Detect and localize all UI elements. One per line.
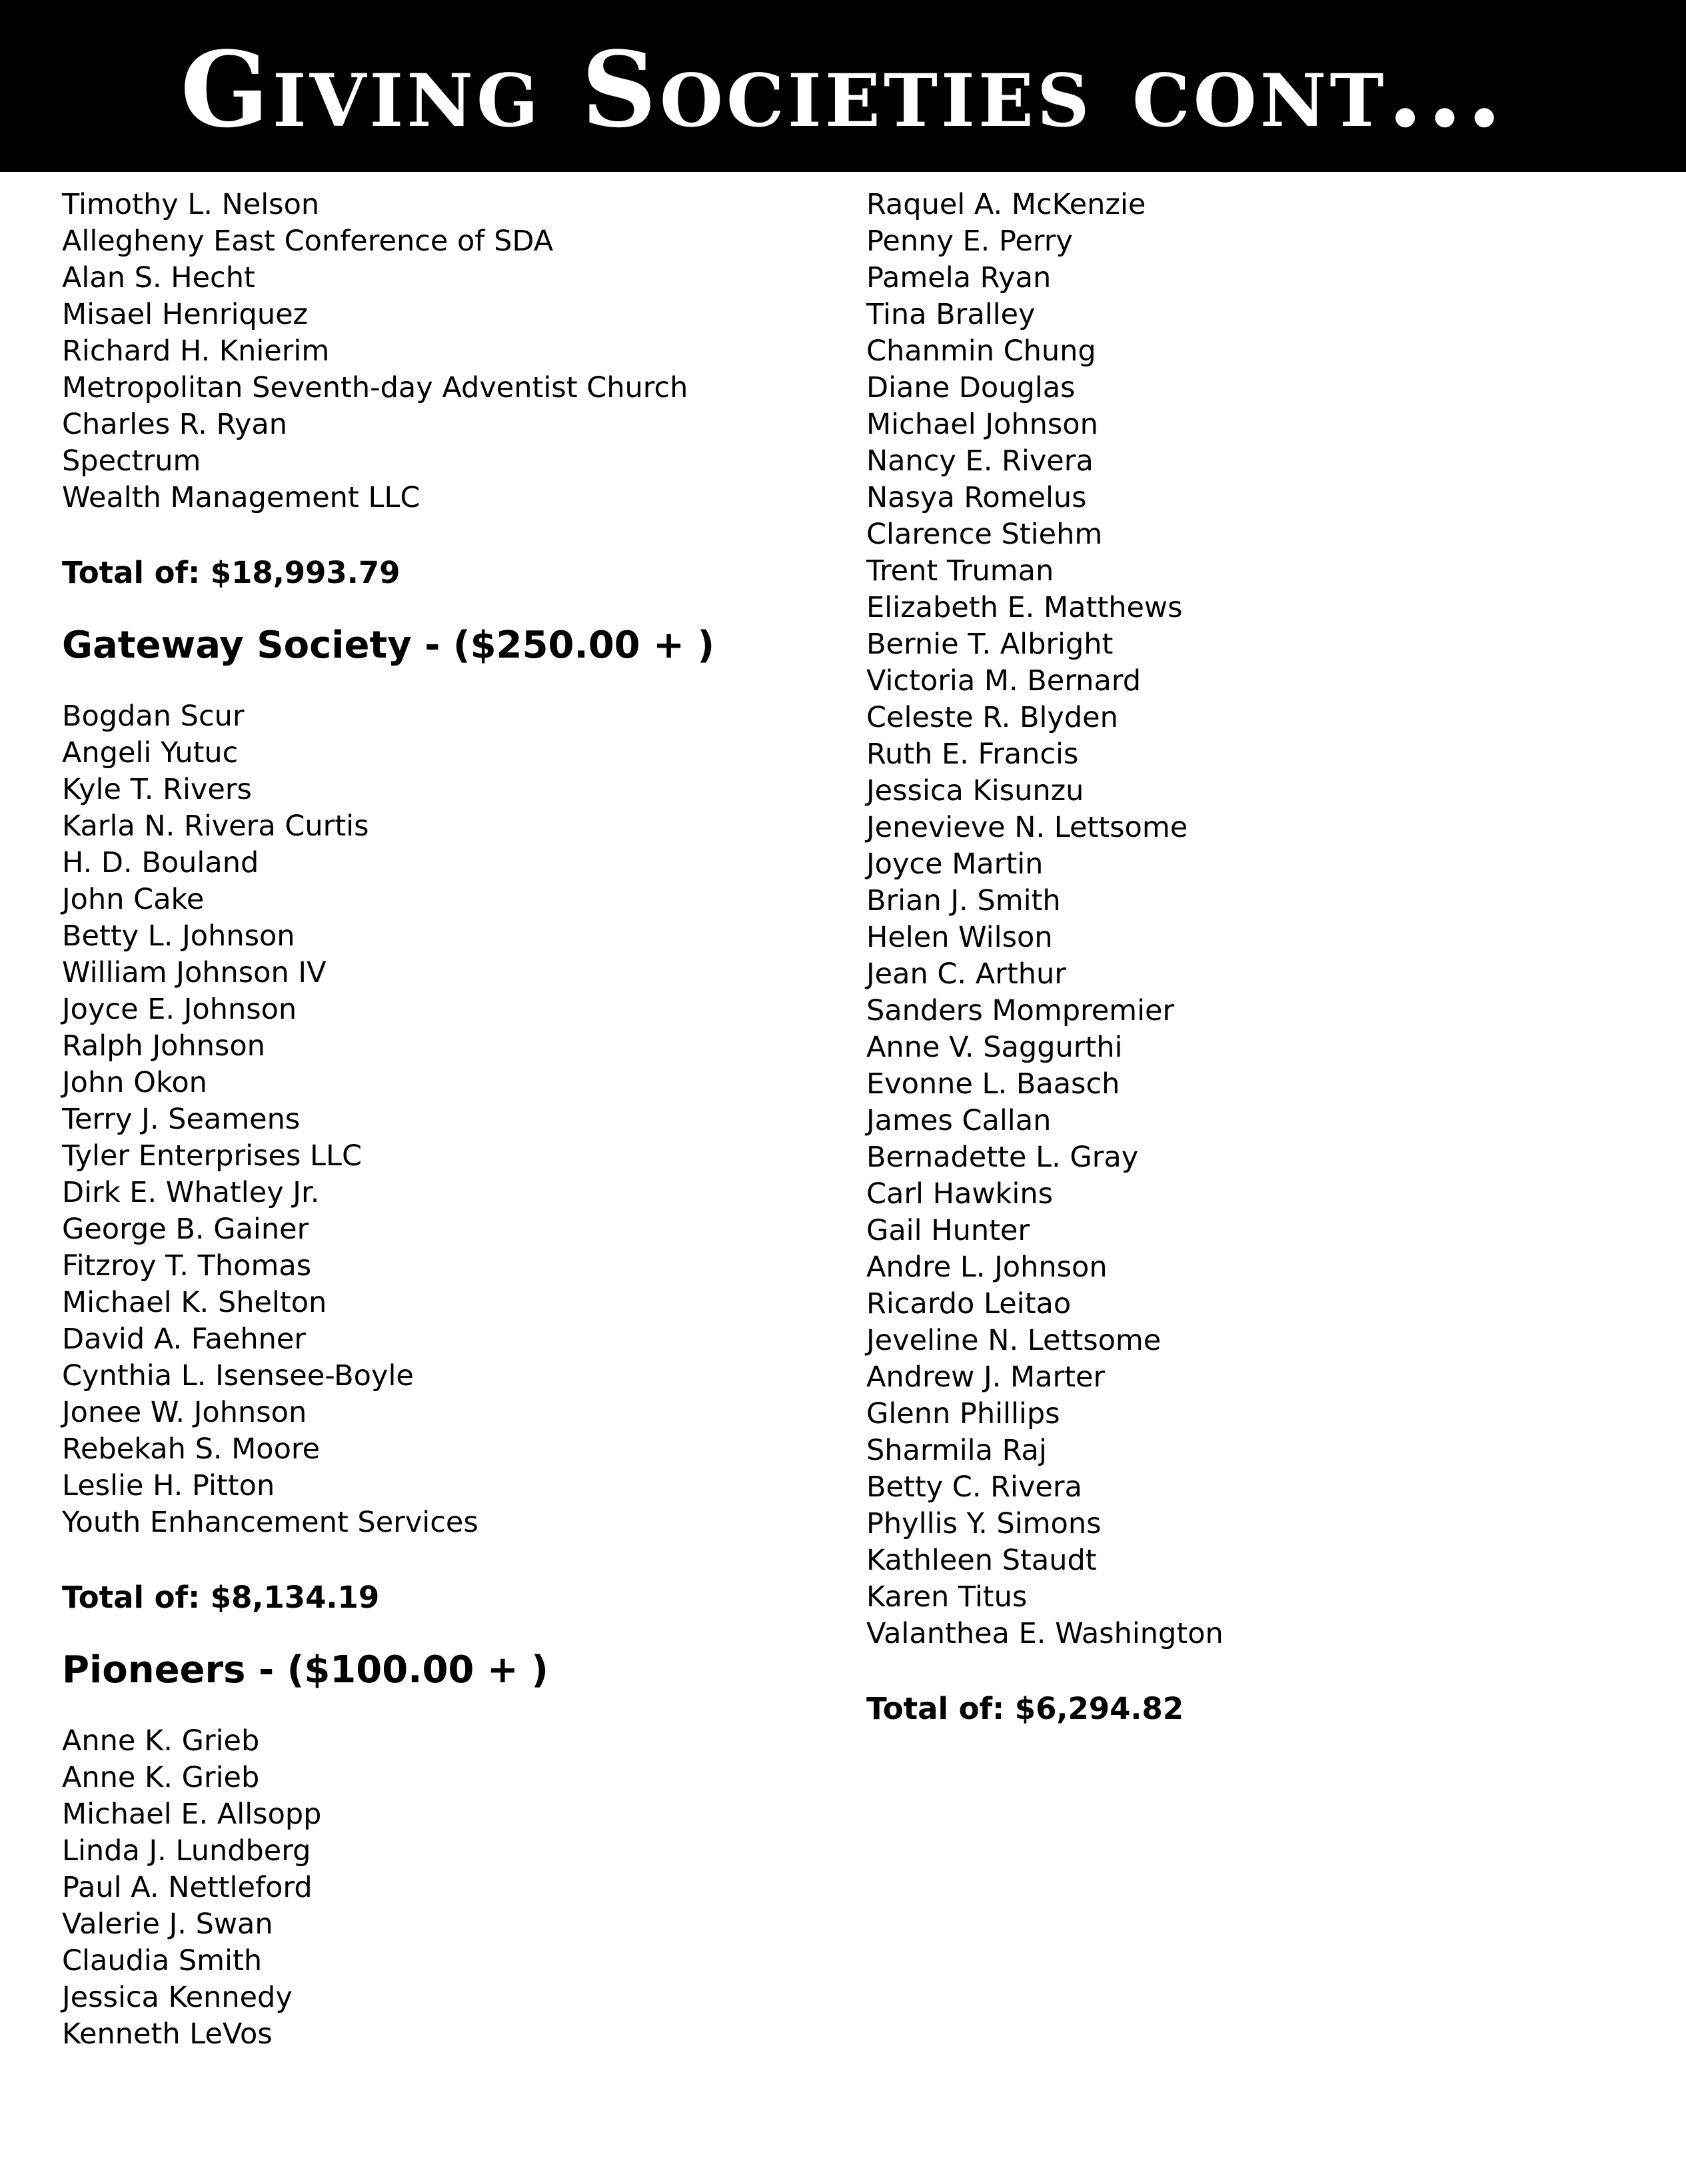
- donor-name: Helen Wilson: [866, 921, 1053, 954]
- donor-name: Evonne L. Baasch: [866, 1067, 1120, 1101]
- donor-name: Youth Enhancement Services: [62, 1506, 478, 1539]
- donor-name: Leslie H. Pitton: [62, 1469, 275, 1502]
- donor-name: Nancy E. Rivera: [866, 444, 1094, 478]
- donor-name: Glenn Phillips: [866, 1397, 1060, 1430]
- gateway-donor-list: [62, 698, 828, 1541]
- donor-name: Sharmila Raj: [866, 1434, 1047, 1467]
- donor-name: Timothy L. Nelson: [62, 188, 320, 221]
- donor-name: Ralph Johnson: [62, 1029, 265, 1063]
- donor-name: Jessica Kisunzu: [866, 774, 1084, 808]
- donor-name: Alan S. Hecht: [62, 261, 255, 294]
- donor-name: Diane Douglas: [866, 371, 1076, 404]
- pioneers-heading: Pioneers - ($100.00 + ): [62, 1648, 548, 1692]
- donor-name: Victoria M. Bernard: [866, 664, 1142, 698]
- donor-name: Jessica Kennedy: [62, 1981, 293, 2014]
- donor-name: Linda J. Lundberg: [62, 1834, 311, 1868]
- donor-name: Trent Truman: [866, 554, 1054, 588]
- donor-name: Gail Hunter: [866, 1214, 1030, 1247]
- donor-name: Phyllis Y. Simons: [866, 1507, 1102, 1540]
- donor-name: Jonee W. Johnson: [62, 1396, 307, 1429]
- donor-name: Metropolitan Seventh-day Adventist Church: [62, 371, 688, 404]
- donor-name: Sanders Mompremier: [866, 994, 1175, 1027]
- continued-total: Total of: $18,993.79: [62, 555, 401, 590]
- donor-name: Michael K. Shelton: [62, 1286, 327, 1319]
- donor-name: Rebekah S. Moore: [62, 1432, 321, 1466]
- donor-name: George B. Gainer: [62, 1213, 309, 1246]
- donor-name: Jean C. Arthur: [866, 957, 1066, 991]
- donor-name: Tyler Enterprises LLC: [62, 1139, 362, 1173]
- donor-name: Joyce Martin: [866, 847, 1044, 881]
- donor-name: Clarence Stiehm: [866, 518, 1103, 551]
- donor-name: Fitzroy T. Thomas: [62, 1249, 312, 1283]
- donor-name: Nasya Romelus: [866, 481, 1087, 514]
- donor-name: Michael Johnson: [866, 408, 1098, 441]
- donor-name: Anne V. Saggurthi: [866, 1031, 1123, 1064]
- donor-name: Kyle T. Rivers: [62, 773, 252, 806]
- donor-name: Celeste R. Blyden: [866, 701, 1118, 734]
- donor-name: Terry J. Seamens: [62, 1103, 301, 1136]
- donor-name: Valanthea E. Washington: [866, 1617, 1224, 1650]
- donor-name: John Okon: [62, 1066, 207, 1099]
- donor-name: Bogdan Scur: [62, 700, 245, 733]
- donor-name: Betty C. Rivera: [866, 1470, 1082, 1504]
- right-column: [866, 187, 1633, 1727]
- donor-name: Wealth Management LLC: [62, 481, 421, 514]
- donor-name: Allegheny East Conference of SDA: [62, 225, 554, 258]
- continued-donor-list: [62, 187, 828, 516]
- donor-name: Jeveline N. Lettsome: [866, 1324, 1162, 1357]
- donor-name: James Callan: [866, 1104, 1052, 1137]
- donor-name: Richard H. Knierim: [62, 334, 330, 368]
- donor-name: Ricardo Leitao: [866, 1287, 1072, 1321]
- donor-name: Michael E. Allsopp: [62, 1798, 322, 1831]
- donor-name: Angeli Yutuc: [62, 736, 239, 770]
- donor-name: David A. Faehner: [62, 1323, 307, 1356]
- donor-name: William Johnson IV: [62, 956, 327, 989]
- donor-name: Bernie T. Albright: [866, 628, 1114, 661]
- donor-name: Andre L. Johnson: [866, 1251, 1108, 1284]
- donor-name: Pamela Ryan: [866, 261, 1052, 294]
- donor-name: Chanmin Chung: [866, 334, 1096, 368]
- donor-name: Carl Hawkins: [866, 1177, 1054, 1211]
- donor-name: Joyce E. Johnson: [62, 993, 297, 1026]
- donor-name: Raquel A. McKenzie: [866, 188, 1146, 221]
- donor-name: Jenevieve N. Lettsome: [866, 811, 1188, 844]
- donor-name: Misael Henriquez: [62, 298, 309, 331]
- donor-name: Paul A. Nettleford: [62, 1871, 313, 1904]
- pioneers-total: Total of: $6,294.82: [866, 1691, 1184, 1726]
- page-title: Giving Societies cont...: [180, 29, 1506, 151]
- donor-name: Anne K. Grieb: [62, 1724, 260, 1758]
- donor-name: Elizabeth E. Matthews: [866, 591, 1183, 624]
- donor-name: Bernadette L. Gray: [866, 1141, 1139, 1174]
- donor-name: Kenneth LeVos: [62, 2017, 273, 2051]
- donor-name: Karla N. Rivera Curtis: [62, 810, 369, 843]
- donor-name: Betty L. Johnson: [62, 919, 295, 953]
- donor-name: Andrew J. Marter: [866, 1361, 1106, 1394]
- donor-name: Anne K. Grieb: [62, 1761, 260, 1794]
- donor-name: Valerie J. Swan: [62, 1908, 273, 1941]
- donor-name: Ruth E. Francis: [866, 738, 1079, 771]
- gateway-society-heading: Gateway Society - ($250.00 + ): [62, 624, 715, 667]
- pioneers-donor-list: [62, 1723, 828, 2053]
- donor-name: H. D. Bouland: [62, 846, 259, 879]
- gateway-total: Total of: $8,134.19: [62, 1580, 380, 1615]
- left-column: [62, 187, 828, 2053]
- donor-name: Penny E. Perry: [866, 225, 1073, 258]
- donor-name: Tina Bralley: [866, 298, 1036, 331]
- donor-name: Dirk E. Whatley Jr.: [62, 1176, 320, 1209]
- donor-name: Charles R. Ryan: [62, 408, 288, 441]
- donor-name: Spectrum: [62, 444, 201, 478]
- donor-name: Karen Titus: [866, 1580, 1028, 1614]
- donor-name: Cynthia L. Isensee-Boyle: [62, 1359, 414, 1392]
- donor-name: John Cake: [62, 883, 205, 916]
- donor-name: Brian J. Smith: [866, 884, 1061, 917]
- donor-name: Kathleen Staudt: [866, 1544, 1097, 1577]
- pioneers-donor-list-continued: [866, 187, 1633, 1652]
- title-banner: [0, 0, 1686, 172]
- donor-name: Claudia Smith: [62, 1944, 263, 1977]
